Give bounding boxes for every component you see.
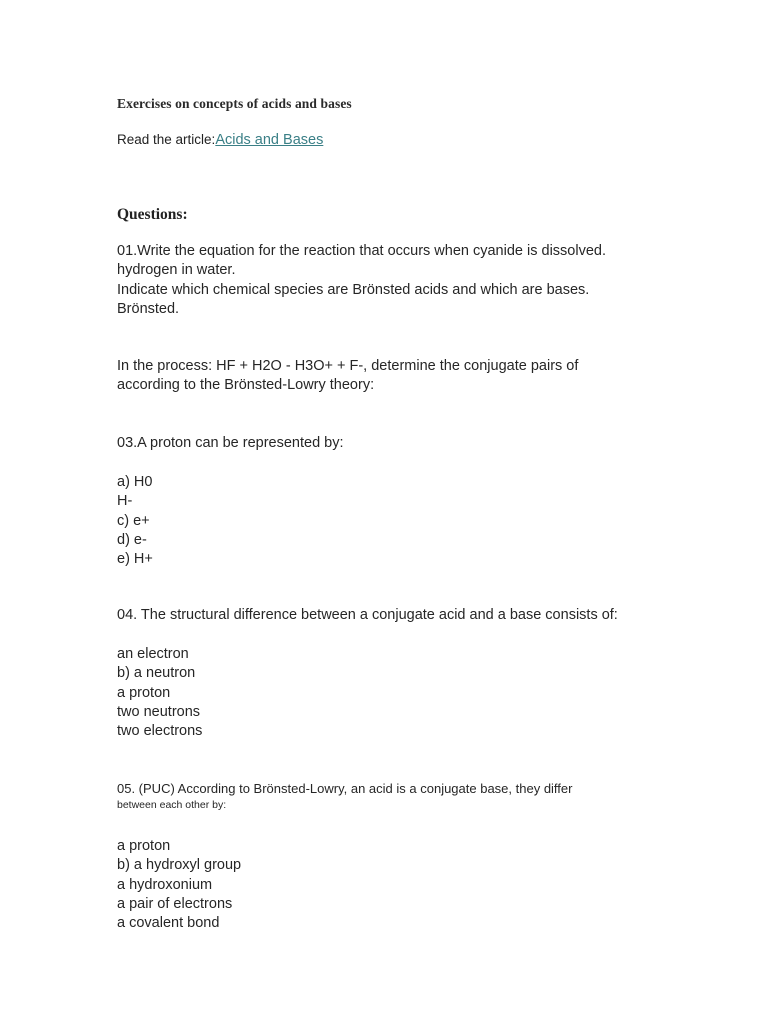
question-01-line: Indicate which chemical species are Brönsted acids and which are bases.: [117, 281, 590, 298]
question-05-prompt: 05. (PUC) According to Brönsted-Lowry, an acid is a conjugate base, they differ: [117, 781, 573, 796]
answer-option: a) H0: [117, 474, 153, 490]
acids-and-bases-link[interactable]: Acids and Bases: [215, 132, 324, 148]
answer-option: H-: [117, 493, 133, 510]
question-01-line: hydrogen in water.: [117, 262, 236, 279]
answer-option: two electrons: [117, 723, 203, 740]
question-01-line: Brönsted.: [117, 300, 180, 317]
question-05-options: [117, 837, 241, 933]
answer-option: a pair of electrons: [117, 895, 233, 912]
answer-option: an electron: [117, 646, 189, 662]
answer-option: a proton: [117, 838, 171, 854]
answer-option: a proton: [117, 684, 171, 701]
answer-option: two neutrons: [117, 703, 201, 720]
answer-option: a hydroxonium: [117, 876, 213, 893]
question-04-options: [117, 645, 202, 741]
answer-option: c) e+: [117, 512, 150, 529]
question-03-options: [117, 473, 153, 569]
question-02-line: In the process: HF + H2O - H3O+ + F-, determine the conjugate pairs of: [117, 358, 579, 374]
answer-option: a covalent bond: [117, 915, 220, 932]
question-02: [117, 357, 578, 396]
question-01: [117, 242, 606, 319]
question-01-line: 01.Write the equation for the reaction that occurs when cyanide is dissolved.: [117, 243, 606, 259]
question-02-line: according to the Brönsted-Lowry theory:: [117, 377, 375, 394]
read-article-line: [117, 132, 323, 148]
read-article-prefix: Read the article:: [117, 132, 216, 147]
question-05-prompt-continued: between each other by:: [117, 799, 227, 811]
questions-heading: Questions:: [117, 206, 188, 223]
document-title: Exercises on concepts of acids and bases: [117, 96, 352, 111]
answer-option: e) H+: [117, 551, 153, 568]
answer-option: b) a hydroxyl group: [117, 857, 242, 874]
answer-option: d) e-: [117, 531, 147, 548]
question-03-prompt: 03.A proton can be represented by:: [117, 435, 344, 451]
answer-option: b) a neutron: [117, 665, 196, 682]
question-04-prompt: 04. The structural difference between a conjugate acid and a base consists of:: [117, 607, 618, 623]
